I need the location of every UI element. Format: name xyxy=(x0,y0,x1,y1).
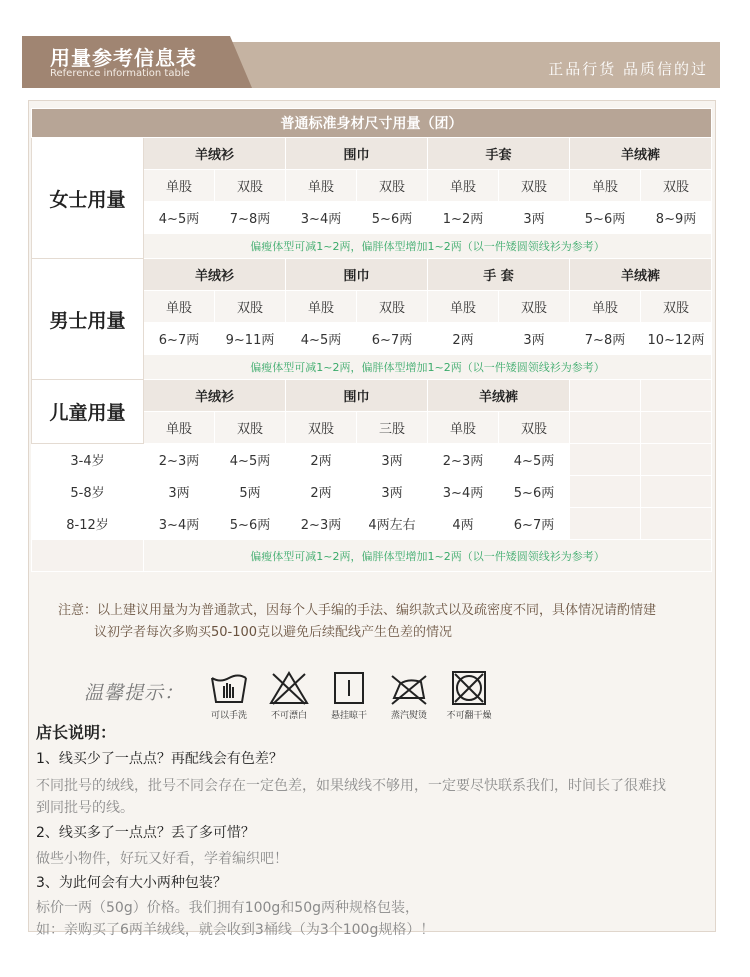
blank-cell xyxy=(32,540,144,572)
owner-a2: 做些小物件，好玩又好看，学着编织吧！ xyxy=(36,851,288,867)
kids-note: 偏瘦体型可减1~2两，偏胖体型增加1~2两（以一件矮圆领线衫为参考） xyxy=(144,540,712,572)
steam-iron-icon xyxy=(388,670,430,706)
kids-value: 3两 xyxy=(357,444,428,476)
men-note: 偏瘦体型可减1~2两，偏胖体型增加1~2两（以一件矮圆领线衫为参考） xyxy=(144,355,712,380)
kids-value: 3两 xyxy=(144,476,215,508)
women-sub: 单股 xyxy=(286,170,357,202)
care-item-steam-iron xyxy=(380,670,438,721)
care-caption: 蒸汽熨烫 xyxy=(390,711,427,721)
men-cat-gloves: 手 套 xyxy=(428,259,570,291)
kids-value: 6~7两 xyxy=(499,508,570,540)
kids-value: 2两 xyxy=(286,444,357,476)
men-value: 3两 xyxy=(499,323,570,355)
women-note: 偏瘦体型可减1~2两，偏胖体型增加1~2两（以一件矮圆领线衫为参考） xyxy=(144,234,712,259)
table-title: 普通标准身材尺寸用量（团） xyxy=(32,109,712,138)
men-sub: 双股 xyxy=(215,291,286,323)
men-label: 男士用量 xyxy=(32,259,144,380)
hand-wash-icon xyxy=(208,670,250,706)
women-cat-scarf: 围巾 xyxy=(286,138,428,170)
blank-cell xyxy=(641,476,712,508)
women-value: 4~5两 xyxy=(144,202,215,234)
women-sub: 双股 xyxy=(499,170,570,202)
kids-age: 8-12岁 xyxy=(32,508,144,540)
care-item-no-bleach xyxy=(260,670,318,721)
men-cat-sweater: 羊绒衫 xyxy=(144,259,286,291)
men-value: 6~7两 xyxy=(144,323,215,355)
usage-table xyxy=(31,108,712,572)
men-sub: 单股 xyxy=(428,291,499,323)
men-value: 6~7两 xyxy=(357,323,428,355)
owner-a3-line1: 标价一两（50g）价格。我们拥有100g和50g两种规格包装， xyxy=(36,900,420,916)
owner-a3-line2: 如：亲购买了6两羊绒线，就会收到3桶线（为3个100g规格）！ xyxy=(36,922,435,938)
men-value: 7~8两 xyxy=(570,323,641,355)
men-sub: 单股 xyxy=(286,291,357,323)
women-value: 8~9两 xyxy=(641,202,712,234)
kids-value: 4~5两 xyxy=(215,444,286,476)
women-value: 3~4两 xyxy=(286,202,357,234)
header-slogan: 正品行货 品质信的过 xyxy=(548,60,708,78)
kids-cat-sweater: 羊绒衫 xyxy=(144,380,286,412)
women-cat-gloves: 手套 xyxy=(428,138,570,170)
women-cat-pants: 羊绒裤 xyxy=(570,138,712,170)
women-sub: 双股 xyxy=(641,170,712,202)
kids-value: 2~3两 xyxy=(286,508,357,540)
kids-value: 2~3两 xyxy=(428,444,499,476)
owner-a1-line2: 到同批号的线。 xyxy=(36,800,134,816)
kids-value: 4两 xyxy=(428,508,499,540)
men-sub: 单股 xyxy=(144,291,215,323)
owner-q2: 2、线买多了一点点？丢了多可惜？ xyxy=(36,825,255,841)
blank-cell xyxy=(641,508,712,540)
women-value: 7~8两 xyxy=(215,202,286,234)
kids-age: 5-8岁 xyxy=(32,476,144,508)
kids-value: 2~3两 xyxy=(144,444,215,476)
care-item-hand-wash xyxy=(200,670,258,721)
kids-sub: 单股 xyxy=(144,412,215,444)
drip-dry-icon xyxy=(328,670,370,706)
women-sub: 单股 xyxy=(428,170,499,202)
kids-value: 2两 xyxy=(286,476,357,508)
blank-cell xyxy=(641,380,712,412)
care-item-drip-dry xyxy=(320,670,378,721)
women-value: 5~6两 xyxy=(357,202,428,234)
women-value: 1~2两 xyxy=(428,202,499,234)
men-cat-pants: 羊绒裤 xyxy=(570,259,712,291)
notice xyxy=(58,600,698,644)
women-cat-sweater: 羊绒衫 xyxy=(144,138,286,170)
women-sub: 双股 xyxy=(357,170,428,202)
owner-heading: 店长说明： xyxy=(36,723,117,742)
blank-cell xyxy=(570,412,641,444)
blank-cell xyxy=(570,444,641,476)
women-value: 5~6两 xyxy=(570,202,641,234)
kids-value: 5~6两 xyxy=(215,508,286,540)
men-value: 9~11两 xyxy=(215,323,286,355)
kids-sub: 双股 xyxy=(499,412,570,444)
men-sub: 单股 xyxy=(570,291,641,323)
no-bleach-icon xyxy=(268,670,310,706)
page-title: 用量参考信息表 xyxy=(50,46,197,70)
kids-value: 3两 xyxy=(357,476,428,508)
blank-cell xyxy=(641,444,712,476)
women-sub: 单股 xyxy=(144,170,215,202)
women-sub: 双股 xyxy=(215,170,286,202)
care-caption: 可以手洗 xyxy=(210,711,247,721)
kids-value: 3~4两 xyxy=(428,476,499,508)
blank-cell xyxy=(570,476,641,508)
blank-cell xyxy=(641,412,712,444)
men-value: 4~5两 xyxy=(286,323,357,355)
kids-value: 4两左右 xyxy=(357,508,428,540)
care-caption: 不可翻干燥 xyxy=(446,711,492,721)
page-subtitle: Reference information table xyxy=(50,68,190,79)
no-tumble-dry-icon xyxy=(448,670,490,706)
owner-q1: 1、线买少了一点点？再配线会有色差？ xyxy=(36,751,283,767)
women-label: 女士用量 xyxy=(32,138,144,259)
owner-q3: 3、为此何会有大小两种包装？ xyxy=(36,875,227,891)
care-label: 温馨提示： xyxy=(84,682,185,704)
men-sub: 双股 xyxy=(357,291,428,323)
care-caption: 悬挂晾干 xyxy=(330,711,367,721)
kids-sub: 双股 xyxy=(286,412,357,444)
kids-value: 3~4两 xyxy=(144,508,215,540)
men-sub: 双股 xyxy=(499,291,570,323)
kids-label: 儿童用量 xyxy=(32,380,144,444)
kids-value: 5两 xyxy=(215,476,286,508)
women-value: 3两 xyxy=(499,202,570,234)
kids-value: 4~5两 xyxy=(499,444,570,476)
men-value: 2两 xyxy=(428,323,499,355)
owner-a1-line1: 不同批号的绒线，批号不同会存在一定色差，如果绒线不够用，一定要尽快联系我们，时间长了很难找 xyxy=(36,778,666,794)
care-item-no-tumble-dry xyxy=(440,670,498,721)
kids-sub: 三股 xyxy=(357,412,428,444)
notice-line-1: 注意：以上建议用量为为普通款式，因每个人手编的手法、编织款式以及疏密度不同，具体情况请酌情建 xyxy=(58,603,657,618)
notice-line-2: 议初学者每次多购买50-100克以避免后续配线产生色差的情况 xyxy=(94,625,453,640)
blank-cell xyxy=(570,508,641,540)
men-sub: 双股 xyxy=(641,291,712,323)
care-caption: 不可漂白 xyxy=(270,711,307,721)
blank-cell xyxy=(570,380,641,412)
kids-cat-scarf: 围巾 xyxy=(286,380,428,412)
kids-age: 3-4岁 xyxy=(32,444,144,476)
kids-value: 5~6两 xyxy=(499,476,570,508)
men-value: 10~12两 xyxy=(641,323,712,355)
kids-sub: 单股 xyxy=(428,412,499,444)
kids-sub: 双股 xyxy=(215,412,286,444)
kids-cat-pants: 羊绒裤 xyxy=(428,380,570,412)
women-sub: 单股 xyxy=(570,170,641,202)
men-cat-scarf: 围巾 xyxy=(286,259,428,291)
